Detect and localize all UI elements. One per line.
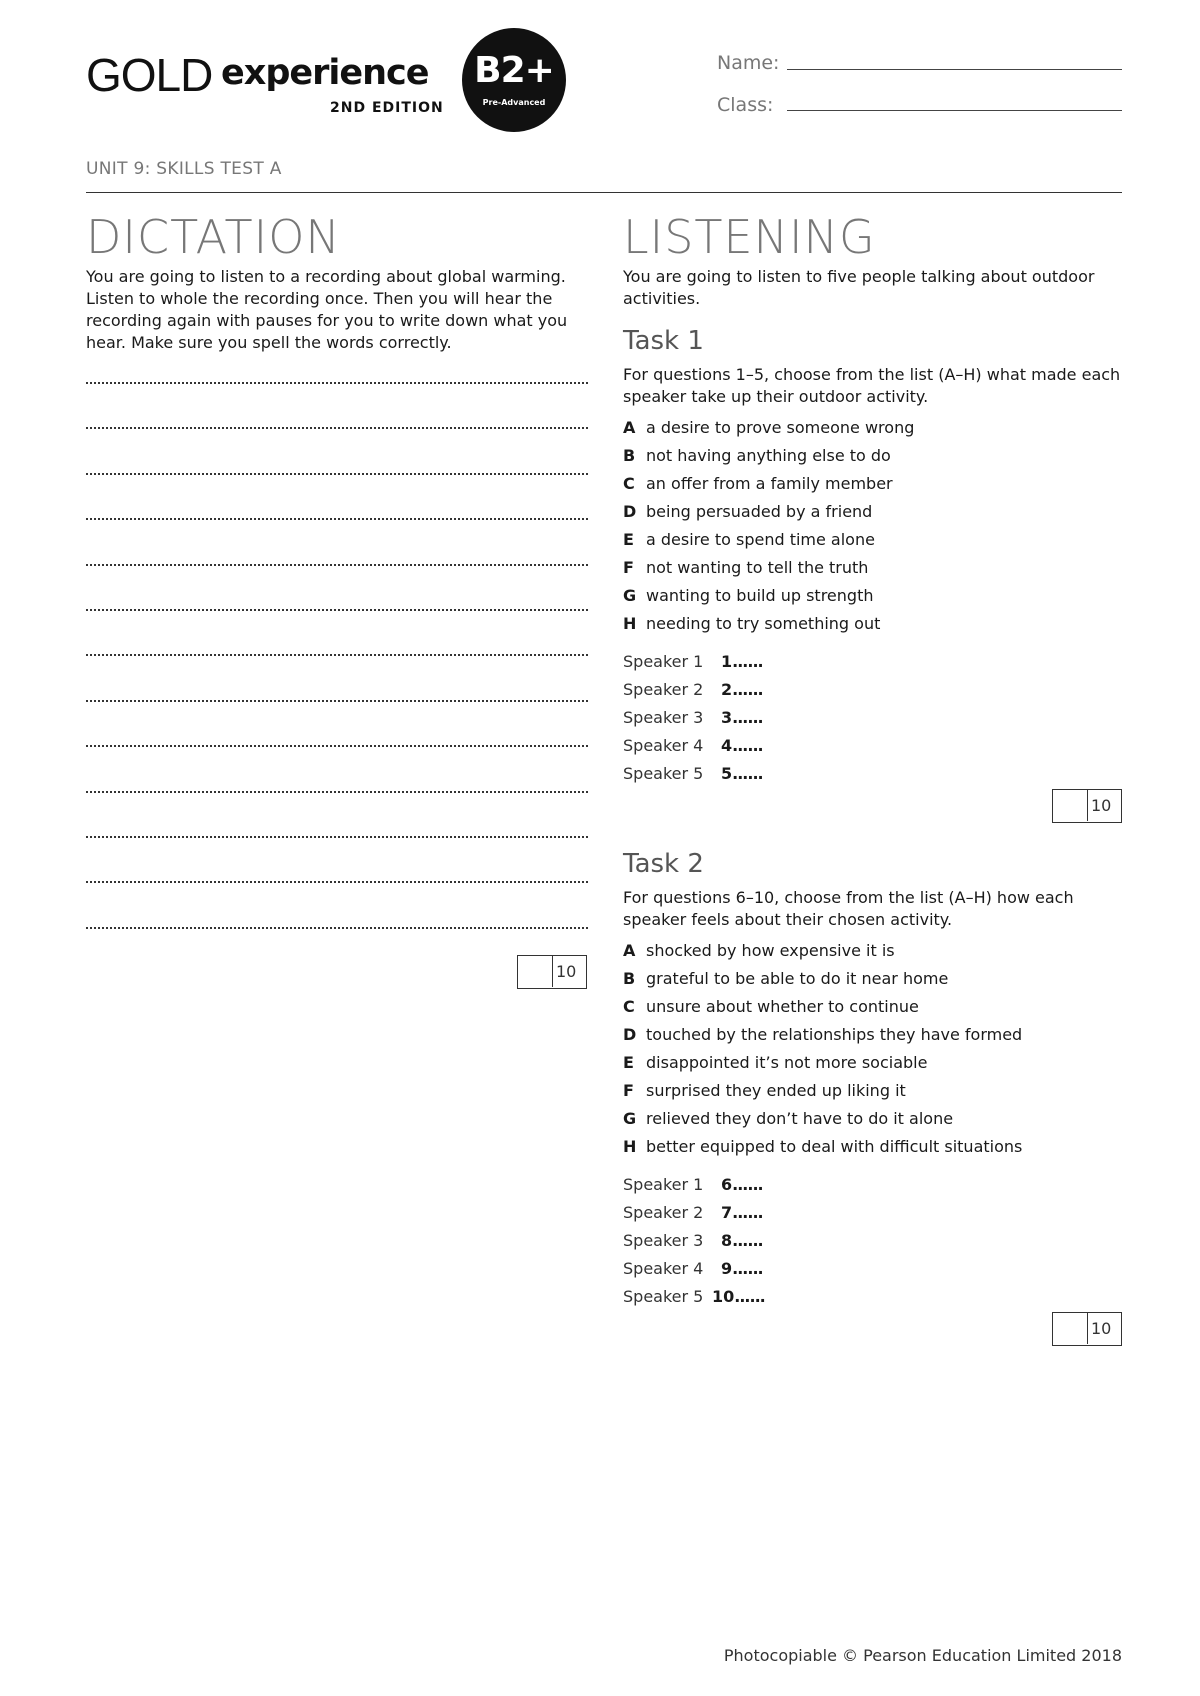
option-letter: C	[623, 997, 635, 1016]
option-item	[623, 446, 914, 474]
speaker-label: Speaker 5	[623, 1287, 704, 1306]
dictation-writing-line[interactable]	[86, 745, 588, 747]
option-text: not having anything else to do	[646, 446, 891, 465]
speaker-row	[623, 680, 763, 708]
option-letter: D	[623, 1025, 637, 1044]
answer-blank[interactable]: ......	[732, 1259, 763, 1278]
task1-title: Task 1	[623, 326, 704, 356]
option-letter: E	[623, 530, 634, 549]
dictation-writing-line[interactable]	[86, 791, 588, 793]
question-number: 5	[721, 764, 733, 783]
answer-blank[interactable]: ......	[732, 680, 763, 699]
question-number: 3	[721, 708, 733, 727]
option-text: a desire to prove someone wrong	[646, 418, 915, 437]
option-letter: H	[623, 614, 637, 633]
question-number: 8	[721, 1231, 733, 1250]
option-item	[623, 614, 914, 642]
speaker-label: Speaker 3	[623, 1231, 704, 1250]
score-entry-cell[interactable]	[1053, 1313, 1088, 1344]
question-number: 6	[721, 1175, 733, 1194]
unit-title: UNIT 9: SKILLS TEST A	[86, 159, 282, 179]
answer-blank[interactable]: ......	[732, 1203, 763, 1222]
task2-instructions: For questions 6–10, choose from the list (A–H) how each speaker feels about their chosen activity.	[623, 888, 1074, 929]
question-number: 4	[721, 736, 733, 755]
dictation-writing-line[interactable]	[86, 473, 588, 475]
answer-blank[interactable]: ......	[732, 736, 763, 755]
option-text: a desire to spend time alone	[646, 530, 875, 549]
question-number: 10	[712, 1287, 735, 1306]
option-item	[623, 502, 914, 530]
speaker-label: Speaker 2	[623, 680, 704, 699]
speaker-row	[623, 1203, 765, 1231]
option-text: not wanting to tell the truth	[646, 558, 869, 577]
score-max: 10	[556, 962, 577, 981]
class-field[interactable]	[787, 110, 1122, 111]
option-letter: B	[623, 969, 636, 988]
task2-options	[623, 941, 1022, 1165]
listening-intro: You are going to listen to five people talking about outdoor activities.	[623, 267, 1095, 308]
speaker-label: Speaker 5	[623, 764, 704, 783]
option-item	[623, 586, 914, 614]
answer-blank[interactable]: ......	[732, 1231, 763, 1250]
option-item	[623, 1025, 1022, 1053]
speaker-label: Speaker 1	[623, 1175, 704, 1194]
question-number: 2	[721, 680, 733, 699]
speaker-row	[623, 736, 763, 764]
option-letter: B	[623, 446, 636, 465]
badge-level: B2+	[474, 50, 554, 91]
task1-options	[623, 418, 914, 642]
name-field[interactable]	[787, 69, 1122, 70]
option-item	[623, 969, 1022, 997]
option-item	[623, 1109, 1022, 1137]
speaker-label: Speaker 3	[623, 708, 704, 727]
task1-score-box	[1052, 789, 1122, 823]
dictation-writing-line[interactable]	[86, 700, 588, 702]
answer-blank[interactable]: ......	[732, 652, 763, 671]
copyright-footer: Photocopiable © Pearson Education Limited 2018	[723, 1646, 1122, 1665]
option-item	[623, 418, 914, 446]
dictation-writing-line[interactable]	[86, 427, 588, 429]
speaker-row	[623, 1175, 765, 1203]
speaker-row	[623, 1259, 765, 1287]
option-item	[623, 1137, 1022, 1165]
dictation-writing-line[interactable]	[86, 609, 588, 611]
task2-speakers	[623, 1175, 765, 1315]
speaker-row	[623, 1231, 765, 1259]
speaker-label: Speaker 4	[623, 1259, 704, 1278]
dictation-writing-line[interactable]	[86, 881, 588, 883]
option-item	[623, 474, 914, 502]
option-text: being persuaded by a friend	[646, 502, 873, 521]
option-letter: H	[623, 1137, 637, 1156]
dictation-score-box	[517, 955, 587, 989]
task1-speakers	[623, 652, 763, 792]
level-badge	[462, 28, 566, 132]
question-number: 9	[721, 1259, 733, 1278]
option-text: unsure about whether to continue	[646, 997, 919, 1016]
badge-sublabel: Pre-Advanced	[482, 98, 546, 107]
dictation-writing-line[interactable]	[86, 654, 588, 656]
speaker-label: Speaker 4	[623, 736, 704, 755]
speaker-row	[623, 708, 763, 736]
answer-blank[interactable]: ......	[732, 1175, 763, 1194]
listening-title: LISTENING	[623, 210, 876, 264]
dictation-instructions: You are going to listen to a recording about global warming. Listen to whole the recording once. Then you will hear the recording again with pauses for you to write down what you hear. Make sure you spell the words correctly.	[86, 267, 568, 352]
logo-experience: experience	[221, 53, 429, 93]
question-number: 1	[721, 652, 733, 671]
header-divider	[86, 192, 1122, 193]
option-text: relieved they don’t have to do it alone	[646, 1109, 954, 1128]
option-item	[623, 558, 914, 586]
option-letter: G	[623, 586, 637, 605]
option-item	[623, 941, 1022, 969]
speaker-label: Speaker 1	[623, 652, 704, 671]
speaker-row	[623, 652, 763, 680]
dictation-writing-line[interactable]	[86, 564, 588, 566]
question-number: 7	[721, 1203, 733, 1222]
speaker-row	[623, 764, 763, 792]
answer-blank[interactable]: ......	[732, 764, 763, 783]
option-text: an offer from a family member	[646, 474, 893, 493]
dictation-writing-line[interactable]	[86, 836, 588, 838]
option-item	[623, 530, 914, 558]
score-max: 10	[1091, 796, 1112, 815]
logo-edition: 2ND EDITION	[330, 100, 444, 116]
option-letter: A	[623, 941, 636, 960]
option-letter: D	[623, 502, 637, 521]
option-item	[623, 1053, 1022, 1081]
dictation-writing-line[interactable]	[86, 518, 588, 520]
dictation-writing-line[interactable]	[86, 382, 588, 384]
option-letter: F	[623, 1081, 634, 1100]
option-item	[623, 997, 1022, 1025]
option-item	[623, 1081, 1022, 1109]
task2-score-box	[1052, 1312, 1122, 1346]
option-letter: E	[623, 1053, 634, 1072]
class-label: Class:	[717, 94, 774, 116]
answer-blank[interactable]: ......	[734, 1287, 765, 1306]
option-text: disappointed it’s not more sociable	[646, 1053, 928, 1072]
score-entry-cell[interactable]	[518, 956, 553, 987]
option-text: needing to try something out	[646, 614, 881, 633]
option-text: shocked by how expensive it is	[646, 941, 895, 960]
option-letter: F	[623, 558, 634, 577]
option-letter: A	[623, 418, 636, 437]
score-max: 10	[1091, 1319, 1112, 1338]
score-entry-cell[interactable]	[1053, 790, 1088, 821]
name-label: Name:	[717, 52, 780, 74]
option-text: grateful to be able to do it near home	[646, 969, 949, 988]
option-letter: C	[623, 474, 635, 493]
task2-title: Task 2	[623, 849, 704, 879]
option-letter: G	[623, 1109, 637, 1128]
option-text: better equipped to deal with difficult situations	[646, 1137, 1023, 1156]
option-text: surprised they ended up liking it	[646, 1081, 906, 1100]
dictation-title: DICTATION	[86, 210, 341, 264]
option-text: wanting to build up strength	[646, 586, 874, 605]
option-text: touched by the relationships they have formed	[646, 1025, 1023, 1044]
answer-blank[interactable]: ......	[732, 708, 763, 727]
logo-gold: GOLD	[86, 49, 213, 101]
dictation-writing-line[interactable]	[86, 927, 588, 929]
speaker-row	[623, 1287, 765, 1315]
task1-instructions: For questions 1–5, choose from the list (A–H) what made each speaker take up their outdoor activity.	[623, 365, 1121, 406]
speaker-label: Speaker 2	[623, 1203, 704, 1222]
